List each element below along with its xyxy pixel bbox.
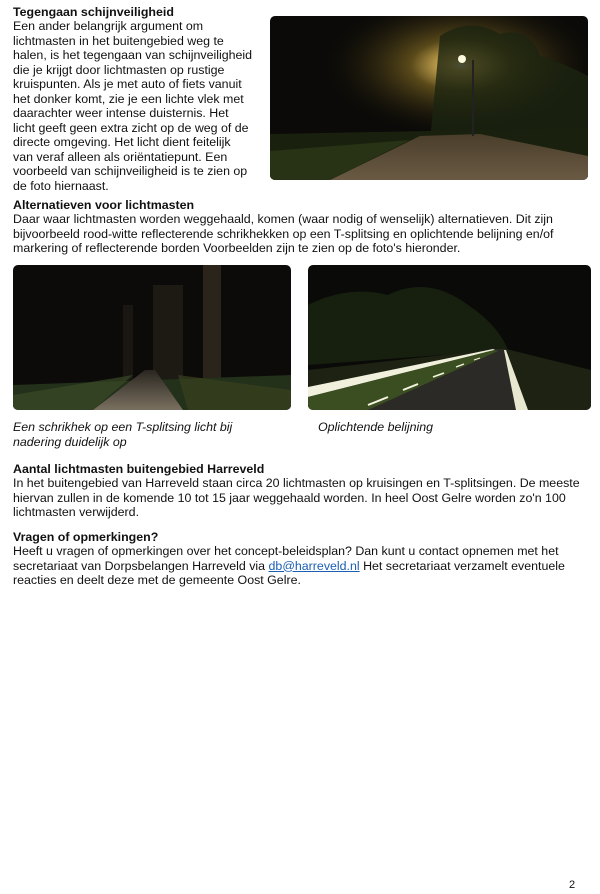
caption-left: Een schrikhek op een T-splitsing licht bij nadering duidelijk op (13, 420, 233, 449)
paragraph-aantal-lichtmasten: In het buitengebied van Harreveld staan circa 20 lichtmasten op kruisingen en T-splitsingen. De meeste hiervan zullen in de komende 10 tot 15 jaar weggehaald worden. In heel Oost Gelre worden zo'n 100 lichtmasten verwijderd. (13, 476, 580, 519)
photo-street-lamp-night (270, 16, 588, 180)
email-link[interactable]: db@harreveld.nl (268, 558, 360, 573)
page-number: 2 (569, 879, 576, 891)
paragraph-schijnveiligheid: Een ander belangrijk argument om lichtmasten in het buitengebied weg te halen, is het tegengaan van schijnveiligheid die je krijgt door lichtmasten op rustige kruispunten. Als je met auto of fiets vanuit het donker komt, zie je een lichte vlek met daarachter weer intense duisternis. Het licht geeft geen extra zicht op de weg of de directe omgeving. Het licht dient feitelijk van veraf alleen als oriëntatiepunt. Een voorbeeld van schijnveiligheid is te zien op de foto hiernaast. (13, 19, 253, 193)
paragraph-vragen-text-before: Heeft u vragen of opmerkingen over het concept-beleidsplan? Dan kunt u contact opnemen met het secretariaat van Dorpsbelangen Harreveld via (13, 544, 559, 573)
paragraph-alternatieven: Daar waar lichtmasten worden weggehaald, komen (waar nodig of wenselijk) alternatieven. Dit zijn bijvoorbeeld rood-witte reflecterende schrikhekken op een T-splitsing en oplichtende belijning en/of markering of reflecterende borden Voorbeelden zijn te zien op de foto's hieronder. (13, 212, 554, 255)
photo-tree-lined-road (13, 265, 291, 410)
photo-glowing-road-lines (308, 265, 591, 410)
paragraph-vragen-text-after: Het secretariaat verzamelt eventuele reacties en deelt deze met de gemeente Oost Gelre. (13, 558, 565, 587)
heading-schijnveiligheid: Tegengaan schijnveiligheid (13, 5, 174, 19)
heading-aantal-lichtmasten: Aantal lichtmasten buitengebied Harreveld (13, 462, 265, 476)
caption-right: Oplichtende belijning (318, 420, 434, 434)
heading-vragen: Vragen of opmerkingen? (13, 530, 159, 544)
paragraph-vragen (13, 544, 588, 588)
heading-alternatieven: Alternatieven voor lichtmasten (13, 198, 195, 212)
